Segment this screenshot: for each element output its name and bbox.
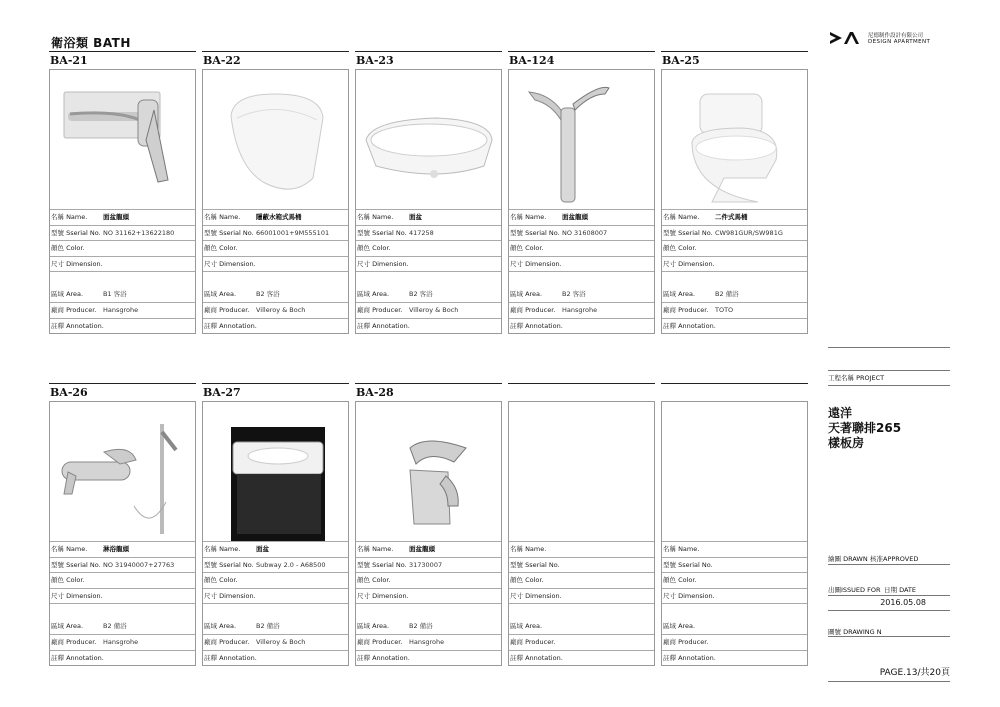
name-value: 面盆龍頭 xyxy=(409,545,435,553)
annotation-row xyxy=(356,318,501,334)
producer-label: 廠商 Producer. xyxy=(663,638,709,646)
project-line-2: 天著聯排265 xyxy=(828,421,902,435)
color-row xyxy=(50,572,195,588)
color-row xyxy=(356,240,501,256)
name-row xyxy=(50,209,195,225)
serial-row xyxy=(50,557,195,573)
area-label: 區域 Area. xyxy=(663,622,696,630)
color-row xyxy=(203,572,348,588)
producer-label: 廠商 Producer. xyxy=(357,638,403,646)
product-card xyxy=(355,51,502,334)
area-label: 區域 Area. xyxy=(510,622,543,630)
area-row xyxy=(509,603,654,634)
dimension-label: 尺寸 Dimension. xyxy=(663,259,715,268)
serial-label: 型號 Sserial No. xyxy=(204,560,254,569)
drawn-label: 繪圖 DRAWN xyxy=(828,555,868,563)
color-label: 顏色 Color. xyxy=(663,576,697,584)
name-label: 名稱 Name. xyxy=(204,545,241,553)
product-image xyxy=(508,70,655,209)
product-image xyxy=(202,70,349,209)
name-value: 二件式馬桶 xyxy=(715,213,748,221)
name-value: 隱蔽水箱式馬桶 xyxy=(256,213,302,221)
project-label: 工程名稱 PROJECT xyxy=(828,374,885,382)
producer-label: 廠商 Producer. xyxy=(357,306,403,314)
product-code xyxy=(508,383,655,402)
serial-label: 型號 Sserial No. xyxy=(663,560,713,569)
dimension-row xyxy=(509,588,654,604)
serial-label: 型號 Sserial No. xyxy=(663,228,713,237)
color-label: 顏色 Color. xyxy=(663,244,697,252)
color-label: 顏色 Color. xyxy=(357,576,391,584)
dimension-label: 尺寸 Dimension. xyxy=(510,591,562,600)
dimension-label: 尺寸 Dimension. xyxy=(663,591,715,600)
area-value: B2 客浴 xyxy=(562,290,586,298)
name-value: 淋浴龍頭 xyxy=(103,545,129,553)
product-card xyxy=(355,383,502,666)
annotation-row xyxy=(509,318,654,334)
producer-value: Hansgrohe xyxy=(103,306,139,314)
product-code: BA-21 xyxy=(49,51,196,70)
dimension-row xyxy=(509,256,654,272)
producer-row xyxy=(662,302,807,318)
producer-label: 廠商 Producer. xyxy=(204,306,250,314)
area-row xyxy=(356,271,501,302)
product-image xyxy=(355,402,502,541)
color-label: 顏色 Color. xyxy=(510,244,544,252)
producer-row xyxy=(356,302,501,318)
serial-row xyxy=(356,557,501,573)
area-value: B2 備浴 xyxy=(103,622,127,630)
serial-row xyxy=(356,225,501,241)
annotation-label: 註釋 Annotation. xyxy=(51,653,104,662)
section-title: 衛浴類 BATH xyxy=(51,36,131,50)
producer-value: Hansgrohe xyxy=(409,638,445,646)
producer-value: Hansgrohe xyxy=(562,306,598,314)
dimension-row xyxy=(356,256,501,272)
area-value: B2 備浴 xyxy=(409,622,433,630)
name-row xyxy=(50,541,195,557)
serial-row xyxy=(50,225,195,241)
annotation-label: 註釋 Annotation. xyxy=(51,321,104,330)
product-code: BA-124 xyxy=(508,51,655,70)
product-code: BA-23 xyxy=(355,51,502,70)
product-image xyxy=(661,70,808,209)
serial-label: 型號 Sserial No. xyxy=(51,560,101,569)
brand-mark-icon xyxy=(830,30,860,46)
color-row xyxy=(509,572,654,588)
dimension-label: 尺寸 Dimension. xyxy=(357,591,409,600)
dimension-label: 尺寸 Dimension. xyxy=(204,591,256,600)
dimension-row xyxy=(50,256,195,272)
serial-label: 型號 Sserial No. xyxy=(357,228,407,237)
product-code: BA-27 xyxy=(202,383,349,402)
serial-row xyxy=(203,225,348,241)
dimension-label: 尺寸 Dimension. xyxy=(510,259,562,268)
color-row xyxy=(356,572,501,588)
annotation-label: 註釋 Annotation. xyxy=(204,321,257,330)
name-label: 名稱 Name. xyxy=(357,545,394,553)
area-label: 區域 Area. xyxy=(51,290,84,298)
approved-label: 核准APPROVED xyxy=(870,555,919,563)
annotation-label: 註釋 Annotation. xyxy=(663,321,716,330)
name-row xyxy=(203,209,348,225)
issued-label: 出圖ISSUED FOR xyxy=(828,586,881,594)
serial-row xyxy=(662,225,807,241)
annotation-label: 註釋 Annotation. xyxy=(510,653,563,662)
color-label: 顏色 Color. xyxy=(51,244,85,252)
issue-date: 2016.05.08 xyxy=(880,598,926,607)
area-row xyxy=(356,603,501,634)
annotation-row xyxy=(50,650,195,666)
producer-row xyxy=(509,302,654,318)
area-row xyxy=(662,271,807,302)
area-label: 區域 Area. xyxy=(663,290,696,298)
product-code: BA-26 xyxy=(49,383,196,402)
color-label: 顏色 Color. xyxy=(357,244,391,252)
area-label: 區域 Area. xyxy=(357,622,390,630)
area-row xyxy=(509,271,654,302)
producer-value: Villeroy & Boch xyxy=(256,306,306,314)
area-row xyxy=(203,271,348,302)
serial-label: 型號 Sserial No. xyxy=(204,228,254,237)
serial-value: CW981GUR/SW981G xyxy=(715,228,783,237)
color-row xyxy=(50,240,195,256)
name-row xyxy=(509,541,654,557)
area-row xyxy=(50,603,195,634)
color-row xyxy=(203,240,348,256)
product-image xyxy=(661,402,808,541)
serial-row xyxy=(509,225,654,241)
dimension-row xyxy=(203,588,348,604)
producer-value: TOTO xyxy=(715,306,734,314)
annotation-label: 註釋 Annotation. xyxy=(663,653,716,662)
dimension-row xyxy=(662,588,807,604)
color-row xyxy=(509,240,654,256)
dimension-row xyxy=(203,256,348,272)
serial-value: 417258 xyxy=(409,228,434,237)
producer-label: 廠商 Producer. xyxy=(204,638,250,646)
dimension-label: 尺寸 Dimension. xyxy=(51,259,103,268)
name-row xyxy=(509,209,654,225)
name-row xyxy=(203,541,348,557)
product-card xyxy=(202,383,349,666)
annotation-row xyxy=(203,650,348,666)
product-card xyxy=(508,383,655,666)
color-label: 顏色 Color. xyxy=(510,576,544,584)
name-label: 名稱 Name. xyxy=(51,213,88,221)
serial-row xyxy=(203,557,348,573)
serial-value: 66001001+9M555101 xyxy=(256,228,330,237)
producer-row xyxy=(356,634,501,650)
annotation-label: 註釋 Annotation. xyxy=(204,653,257,662)
product-code: BA-22 xyxy=(202,51,349,70)
area-row xyxy=(203,603,348,634)
product-card xyxy=(49,383,196,666)
producer-label: 廠商 Producer. xyxy=(51,638,97,646)
dimension-label: 尺寸 Dimension. xyxy=(51,591,103,600)
name-row xyxy=(356,541,501,557)
serial-row xyxy=(662,557,807,573)
product-image xyxy=(355,70,502,209)
producer-row xyxy=(203,302,348,318)
area-label: 區域 Area. xyxy=(51,622,84,630)
area-value: B2 客浴 xyxy=(409,290,433,298)
brand-name-cn: 尼德制作設計有限公司 xyxy=(868,33,924,39)
producer-label: 廠商 Producer. xyxy=(510,306,556,314)
name-row xyxy=(356,209,501,225)
color-row xyxy=(662,240,807,256)
producer-value: Villeroy & Boch xyxy=(256,638,306,646)
annotation-label: 註釋 Annotation. xyxy=(357,653,410,662)
serial-value: Subway 2.0 - A68500 xyxy=(256,560,326,569)
producer-label: 廠商 Producer. xyxy=(51,306,97,314)
annotation-label: 註釋 Annotation. xyxy=(510,321,563,330)
area-label: 區域 Area. xyxy=(204,622,237,630)
product-image xyxy=(202,402,349,541)
area-label: 區域 Area. xyxy=(357,290,390,298)
producer-label: 廠商 Producer. xyxy=(510,638,556,646)
name-label: 名稱 Name. xyxy=(510,545,547,553)
product-card xyxy=(661,383,808,666)
name-value: 面盆 xyxy=(409,213,422,221)
brand-name-en: DESIGN APARTMENT xyxy=(868,39,931,45)
annotation-row xyxy=(662,318,807,334)
drawing-no-label: 圖號 DRAWING N xyxy=(828,628,882,636)
annotation-row xyxy=(356,650,501,666)
name-label: 名稱 Name. xyxy=(663,213,700,221)
producer-row xyxy=(203,634,348,650)
product-card xyxy=(661,51,808,334)
product-card xyxy=(508,51,655,334)
name-label: 名稱 Name. xyxy=(510,213,547,221)
dimension-row xyxy=(356,588,501,604)
area-value: B2 客浴 xyxy=(256,290,280,298)
dimension-label: 尺寸 Dimension. xyxy=(204,259,256,268)
serial-label: 型號 Sserial No. xyxy=(510,228,560,237)
serial-value: 31730007 xyxy=(409,560,443,569)
dimension-row xyxy=(50,588,195,604)
name-label: 名稱 Name. xyxy=(204,213,241,221)
product-image xyxy=(49,70,196,209)
producer-value: Hansgrohe xyxy=(103,638,139,646)
serial-value: NO 31608007 xyxy=(562,228,608,237)
annotation-row xyxy=(50,318,195,334)
producer-row xyxy=(509,634,654,650)
dimension-label: 尺寸 Dimension. xyxy=(357,259,409,268)
serial-row xyxy=(509,557,654,573)
serial-value: NO 31162+13622180 xyxy=(103,228,175,237)
name-value: 面盆龍頭 xyxy=(103,213,129,221)
serial-label: 型號 Sserial No. xyxy=(51,228,101,237)
area-value: B2 備浴 xyxy=(715,290,739,298)
producer-label: 廠商 Producer. xyxy=(663,306,709,314)
product-card xyxy=(49,51,196,334)
product-code: BA-25 xyxy=(661,51,808,70)
product-image xyxy=(508,402,655,541)
serial-value: NO 31940007+27763 xyxy=(103,560,175,569)
producer-row xyxy=(662,634,807,650)
producer-value: Villeroy & Boch xyxy=(409,306,459,314)
name-row xyxy=(662,541,807,557)
brand-logo xyxy=(830,30,931,50)
area-row xyxy=(662,603,807,634)
area-row xyxy=(50,271,195,302)
area-value: B2 備浴 xyxy=(256,622,280,630)
area-value: B1 客浴 xyxy=(103,290,127,298)
dimension-row xyxy=(662,256,807,272)
serial-label: 型號 Sserial No. xyxy=(357,560,407,569)
area-label: 區域 Area. xyxy=(510,290,543,298)
page-number: PAGE.13/共20頁 xyxy=(879,668,950,678)
product-card xyxy=(202,51,349,334)
name-value: 面盆龍頭 xyxy=(562,213,588,221)
annotation-row xyxy=(509,650,654,666)
date-label: 日期 DATE xyxy=(884,586,916,594)
product-code xyxy=(661,383,808,402)
color-label: 顏色 Color. xyxy=(204,576,238,584)
serial-label: 型號 Sserial No. xyxy=(510,560,560,569)
color-label: 顏色 Color. xyxy=(204,244,238,252)
annotation-row xyxy=(662,650,807,666)
name-label: 名稱 Name. xyxy=(51,545,88,553)
color-row xyxy=(662,572,807,588)
color-label: 顏色 Color. xyxy=(51,576,85,584)
name-row xyxy=(662,209,807,225)
project-line-3: 樣板房 xyxy=(828,436,865,450)
product-image xyxy=(49,402,196,541)
project-line-1: 遠洋 xyxy=(828,406,853,420)
name-label: 名稱 Name. xyxy=(357,213,394,221)
producer-row xyxy=(50,302,195,318)
area-label: 區域 Area. xyxy=(204,290,237,298)
annotation-label: 註釋 Annotation. xyxy=(357,321,410,330)
name-value: 面盆 xyxy=(256,545,269,553)
product-code: BA-28 xyxy=(355,383,502,402)
annotation-row xyxy=(203,318,348,334)
producer-row xyxy=(50,634,195,650)
name-label: 名稱 Name. xyxy=(663,545,700,553)
